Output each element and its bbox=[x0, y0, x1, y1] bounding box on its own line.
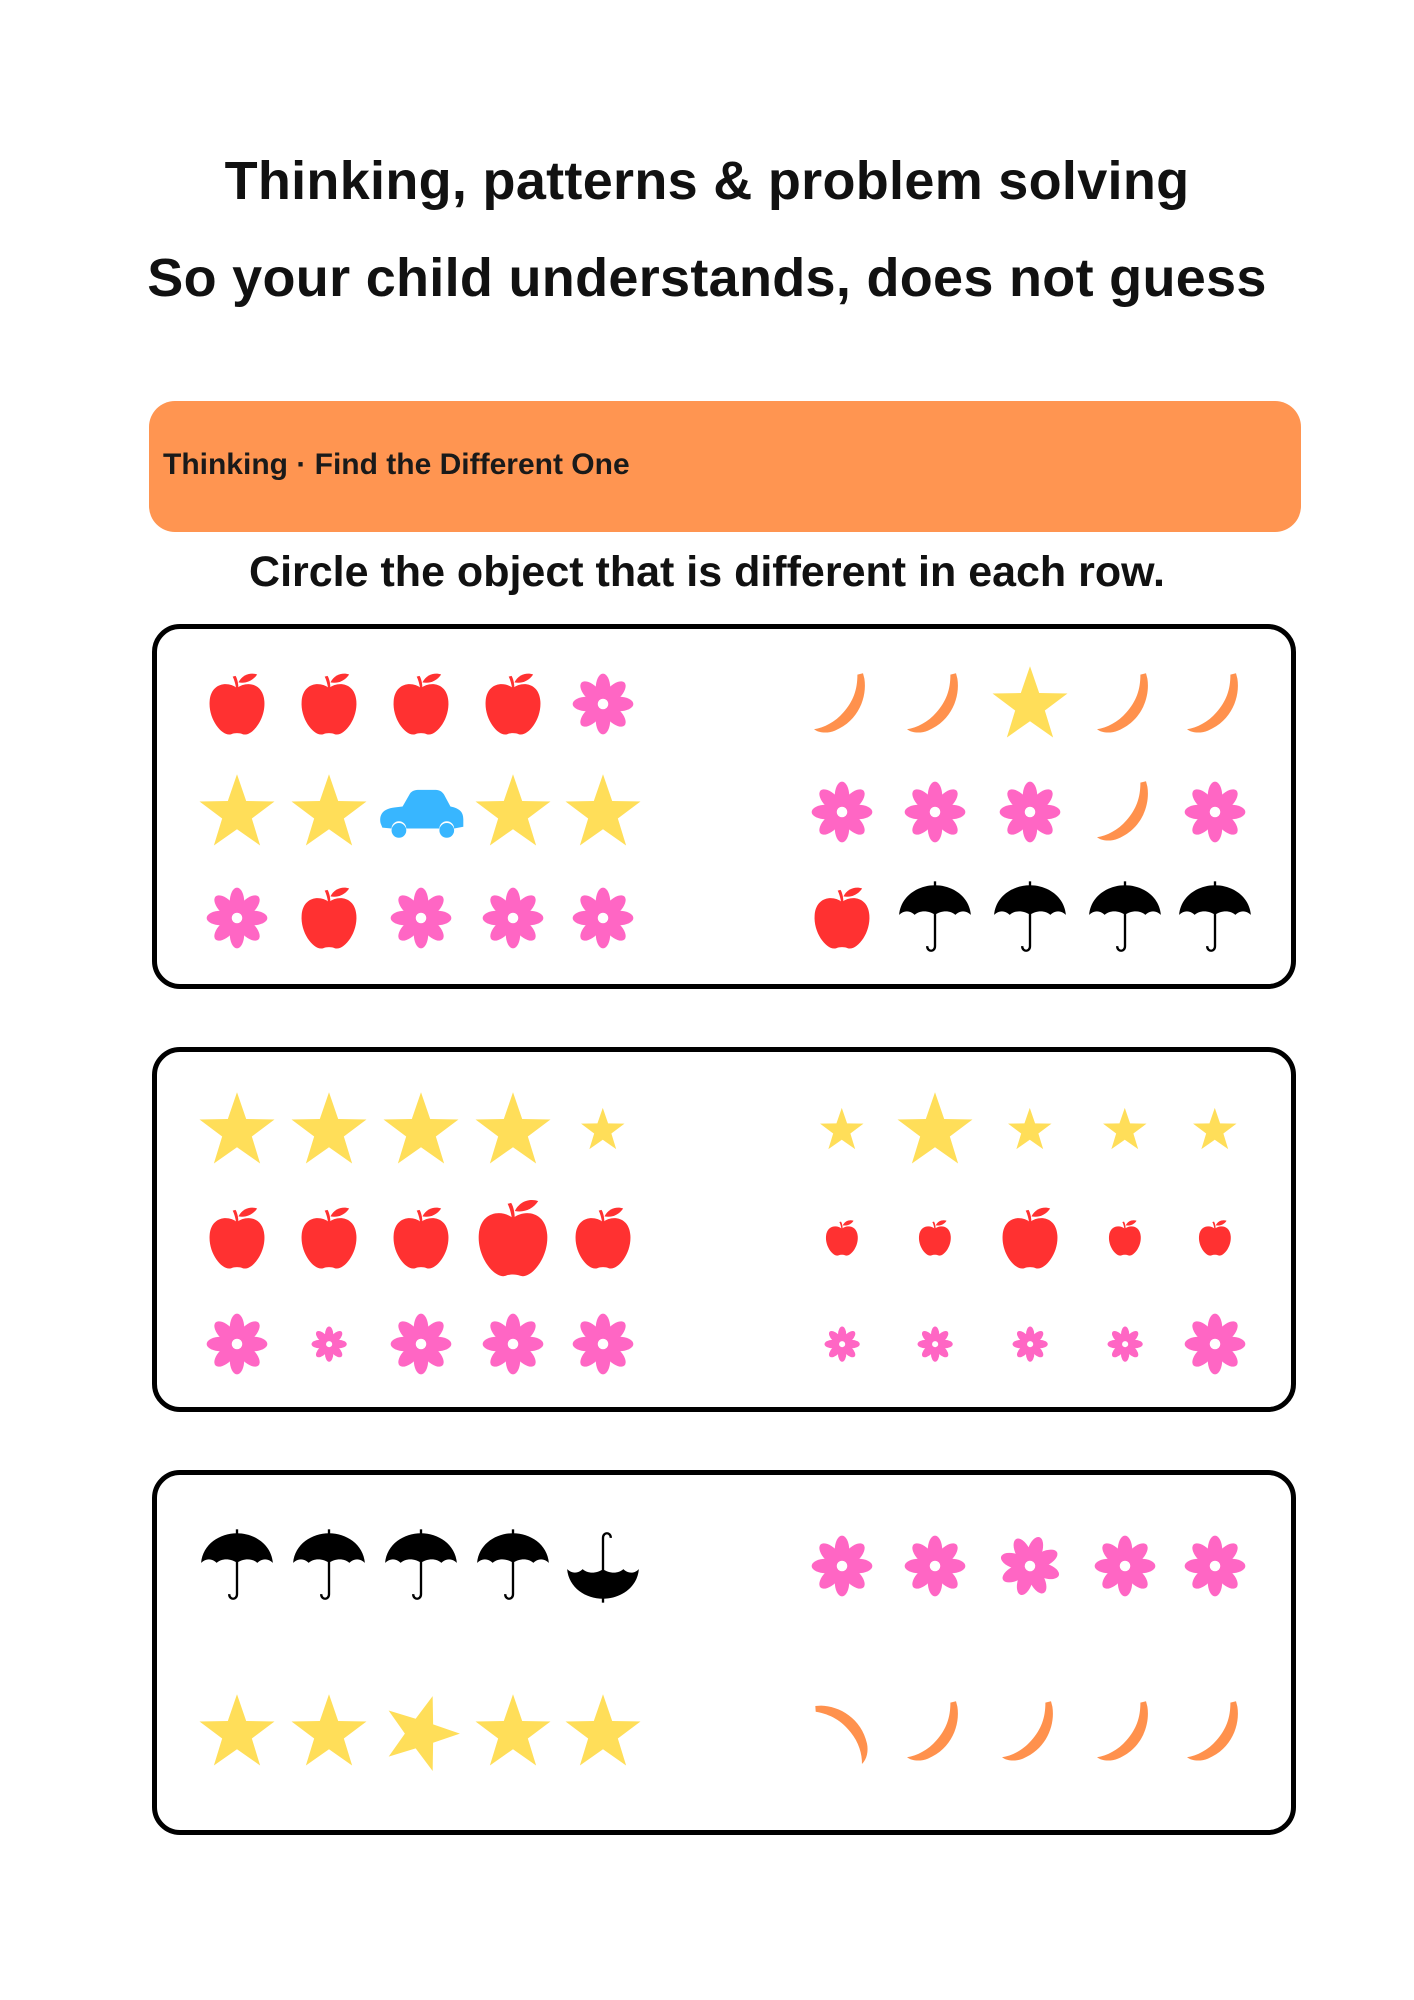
star-icon[interactable] bbox=[1101, 1106, 1149, 1154]
flower-icon[interactable] bbox=[997, 779, 1063, 845]
umbrella-icon[interactable] bbox=[382, 1527, 460, 1605]
banana-icon[interactable] bbox=[900, 669, 970, 739]
banana-icon[interactable] bbox=[995, 1697, 1065, 1767]
apple-icon[interactable] bbox=[1104, 1217, 1146, 1259]
flower-icon[interactable] bbox=[570, 885, 636, 951]
umbrella-icon[interactable] bbox=[896, 879, 974, 957]
banana-icon[interactable] bbox=[1180, 1697, 1250, 1767]
umbrella-icon[interactable] bbox=[991, 879, 1069, 957]
star-icon[interactable] bbox=[562, 771, 644, 853]
flower-icon[interactable] bbox=[480, 1311, 546, 1377]
apple-icon[interactable] bbox=[385, 668, 457, 740]
star-icon[interactable] bbox=[472, 771, 554, 853]
flower-icon[interactable] bbox=[902, 779, 968, 845]
flower-icon[interactable] bbox=[1092, 1533, 1158, 1599]
flower-icon[interactable] bbox=[570, 1311, 636, 1377]
flower-icon[interactable] bbox=[1011, 1325, 1049, 1363]
flower-icon[interactable] bbox=[204, 885, 270, 951]
banana-icon[interactable] bbox=[1180, 669, 1250, 739]
instruction-text: Circle the object that is different in each row. bbox=[249, 548, 1165, 596]
apple-icon[interactable] bbox=[468, 1193, 558, 1283]
umbrella-icon[interactable] bbox=[474, 1527, 552, 1605]
umbrella-icon[interactable] bbox=[290, 1527, 368, 1605]
star-icon[interactable] bbox=[288, 1089, 370, 1171]
flower-icon[interactable] bbox=[997, 1533, 1063, 1599]
star-icon[interactable] bbox=[562, 1691, 644, 1773]
flower-icon[interactable] bbox=[1106, 1325, 1144, 1363]
banana-icon[interactable] bbox=[900, 1697, 970, 1767]
apple-icon[interactable] bbox=[293, 882, 365, 954]
flower-icon[interactable] bbox=[310, 1325, 348, 1363]
page-subtitle: So your child understands, does not guess bbox=[147, 248, 1267, 308]
flower-icon[interactable] bbox=[388, 885, 454, 951]
umbrella-icon[interactable] bbox=[564, 1527, 642, 1605]
flower-icon[interactable] bbox=[1182, 779, 1248, 845]
flower-icon[interactable] bbox=[809, 1533, 875, 1599]
star-icon[interactable] bbox=[894, 1089, 976, 1171]
apple-icon[interactable] bbox=[914, 1217, 956, 1259]
banana-icon[interactable] bbox=[1090, 1697, 1160, 1767]
banana-icon[interactable] bbox=[1090, 669, 1160, 739]
banana-icon[interactable] bbox=[807, 1697, 877, 1767]
umbrella-icon[interactable] bbox=[198, 1527, 276, 1605]
star-icon[interactable] bbox=[380, 1691, 462, 1773]
star-icon[interactable] bbox=[288, 1691, 370, 1773]
flower-icon[interactable] bbox=[388, 1311, 454, 1377]
flower-icon[interactable] bbox=[902, 1533, 968, 1599]
apple-icon[interactable] bbox=[201, 1202, 273, 1274]
page-title: Thinking, patterns & problem solving bbox=[224, 151, 1190, 211]
flower-icon[interactable] bbox=[809, 779, 875, 845]
apple-icon[interactable] bbox=[567, 1202, 639, 1274]
star-icon[interactable] bbox=[989, 663, 1071, 745]
flower-icon[interactable] bbox=[480, 885, 546, 951]
banana-icon[interactable] bbox=[1090, 777, 1160, 847]
star-icon[interactable] bbox=[288, 771, 370, 853]
star-icon[interactable] bbox=[472, 1691, 554, 1773]
star-icon[interactable] bbox=[196, 1691, 278, 1773]
umbrella-icon[interactable] bbox=[1176, 879, 1254, 957]
apple-icon[interactable] bbox=[293, 1202, 365, 1274]
car-icon[interactable] bbox=[375, 766, 467, 858]
apple-icon[interactable] bbox=[385, 1202, 457, 1274]
flower-icon[interactable] bbox=[1182, 1533, 1248, 1599]
star-icon[interactable] bbox=[818, 1106, 866, 1154]
apple-icon[interactable] bbox=[994, 1202, 1066, 1274]
umbrella-icon[interactable] bbox=[1086, 879, 1164, 957]
apple-icon[interactable] bbox=[293, 668, 365, 740]
apple-icon[interactable] bbox=[806, 882, 878, 954]
star-icon[interactable] bbox=[380, 1089, 462, 1171]
banana-icon[interactable] bbox=[807, 669, 877, 739]
star-icon[interactable] bbox=[196, 1089, 278, 1171]
section-banner-label: Thinking · Find the Different One bbox=[163, 448, 630, 481]
apple-icon[interactable] bbox=[821, 1217, 863, 1259]
star-icon[interactable] bbox=[1191, 1106, 1239, 1154]
star-icon[interactable] bbox=[1006, 1106, 1054, 1154]
apple-icon[interactable] bbox=[477, 668, 549, 740]
apple-icon[interactable] bbox=[201, 668, 273, 740]
star-icon[interactable] bbox=[579, 1106, 627, 1154]
flower-icon[interactable] bbox=[823, 1325, 861, 1363]
flower-icon[interactable] bbox=[570, 671, 636, 737]
flower-icon[interactable] bbox=[204, 1311, 270, 1377]
flower-icon[interactable] bbox=[1182, 1311, 1248, 1377]
star-icon[interactable] bbox=[472, 1089, 554, 1171]
flower-icon[interactable] bbox=[916, 1325, 954, 1363]
star-icon[interactable] bbox=[196, 771, 278, 853]
apple-icon[interactable] bbox=[1194, 1217, 1236, 1259]
